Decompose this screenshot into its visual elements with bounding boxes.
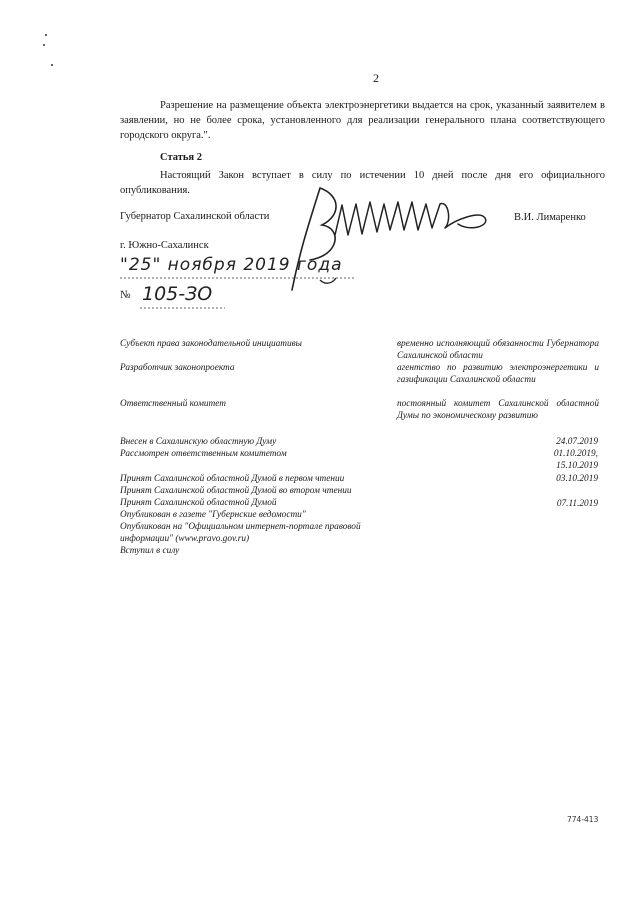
scan-speck xyxy=(43,44,45,46)
published-gazette-label: Опубликован в газете "Губернские ведомости" xyxy=(120,510,306,520)
submitted-label: Внесен в Сахалинскую областную Думу xyxy=(120,437,277,447)
governor-name: В.И. Лимаренко xyxy=(514,212,586,223)
reviewed-label: Рассмотрен ответственным комитетом xyxy=(120,449,287,459)
footer-code: 774-413 xyxy=(567,815,599,824)
amendment-paragraph: Разрешение на размещение объекта электроэнергетики выдается на срок, указанный заявителем в заявлении, но не более срока, установленного для реализации генерального плана соответствующего городского округа.". xyxy=(120,100,605,141)
article-text: Настоящий Закон вступает в силу по истечении 10 дней после дня его официального опубликования. xyxy=(120,170,605,196)
committee-label: Ответственный комитет xyxy=(120,399,226,409)
developer-value: агентство по развитию электроэнергетики и газификации Сахалинской области xyxy=(397,363,599,385)
article-heading: Статья 2 xyxy=(160,152,202,163)
in-force-label: Вступил в силу xyxy=(120,546,180,556)
scan-speck xyxy=(51,64,53,66)
first-reading-label: Принят Сахалинской областной Думой в первом чтении xyxy=(120,474,345,484)
date-underline xyxy=(120,275,360,281)
adopted-label: Принят Сахалинской областной Думой xyxy=(120,498,277,508)
law-number-label: № xyxy=(120,289,131,301)
governor-label: Губернатор Сахалинской области xyxy=(120,211,270,222)
developer-label: Разработчик законопроекта xyxy=(120,363,235,373)
published-portal-label-1: Опубликован на "Официальном интернет-портале правовой xyxy=(120,522,361,532)
governor-signature xyxy=(280,180,510,300)
committee-value: постоянный комитет Сахалинской областной Думы по экономическому развитию xyxy=(397,399,599,421)
first-reading-date: 03.10.2019 xyxy=(556,474,598,484)
law-number: 105-ЗО xyxy=(142,283,213,305)
published-portal-label-2: информации" (www.pravo.gov.ru) xyxy=(120,534,250,544)
submitted-date: 24.07.2019 xyxy=(556,437,598,447)
second-reading-label: Принят Сахалинской областной Думой во втором чтении xyxy=(120,486,352,496)
adopted-date: 07.11.2019 xyxy=(556,499,598,509)
city: г. Южно-Сахалинск xyxy=(120,240,209,251)
page-number: 2 xyxy=(373,71,379,85)
reviewed-date-1: 01.10.2019, xyxy=(553,449,598,459)
initiative-label: Субъект права законодательной инициативы xyxy=(120,339,302,349)
number-underline xyxy=(140,306,230,310)
initiative-value: временно исполняющий обязанности Губернатора Сахалинской области xyxy=(397,339,599,361)
reviewed-date-2: 15.10.2019 xyxy=(556,461,598,471)
scan-speck xyxy=(45,34,47,36)
signing-date: "25" ноября 2019 года xyxy=(120,255,343,275)
